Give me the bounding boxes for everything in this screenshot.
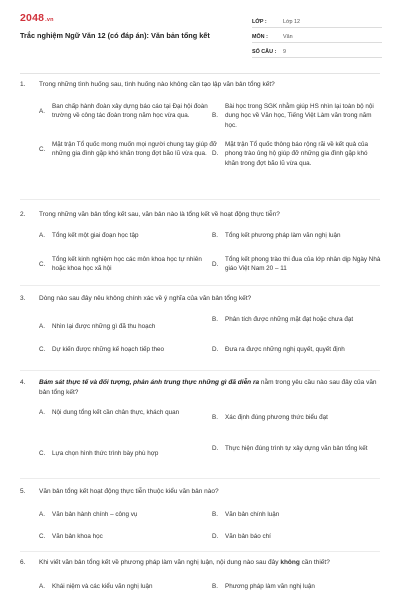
option-text: Tổng kết phương pháp làm văn nghị luận	[225, 231, 341, 239]
option-letter: C.	[39, 532, 46, 540]
option-letter: C.	[39, 260, 46, 268]
question-3	[20, 294, 382, 362]
question-emphasis: Bám sát thực tế và đối tượng, phản ánh trung thực những gì đã diễn ra	[39, 379, 260, 386]
option-letter: A.	[39, 408, 45, 416]
logo-text: 2048	[20, 12, 45, 24]
option-b[interactable]	[212, 582, 382, 592]
option-text: Mặt trận Tổ quốc thông báo rộng rãi về kết quả của phong trào ủng hộ giúp đỡ những gia đình gặp khó khăn trong đợt bão lũ vừa qua.	[225, 140, 369, 167]
question-number: 3.	[20, 295, 26, 302]
option-letter: D.	[212, 532, 219, 540]
option-letter: B.	[212, 510, 218, 518]
option-text: Văn bản chính luận	[225, 510, 280, 518]
option-grid	[39, 312, 382, 362]
option-text: Nhìn lại được những gì đã thu hoạch	[52, 322, 156, 330]
option-letter: A.	[39, 582, 45, 590]
option-grid	[39, 228, 382, 280]
question-stem	[20, 487, 382, 497]
question-stem	[20, 80, 382, 90]
option-text: Tổng kết kinh nghiệm học các môn khoa học tự nhiên hoặc khoa học xã hội	[52, 255, 202, 273]
question-text	[39, 378, 382, 398]
option-grid	[39, 576, 382, 590]
option-a[interactable]	[39, 231, 217, 241]
option-text: Nội dung tổng kết cần chân thực, khách quan	[52, 408, 180, 416]
option-letter: C.	[39, 449, 46, 457]
option-letter: A.	[39, 510, 45, 518]
question-separator	[20, 199, 380, 200]
question-separator	[20, 478, 380, 479]
question-text-pre: Khi viết văn bản tổng kết về phương pháp làm văn nghị luận, nội dung nào sau đây	[39, 559, 281, 566]
option-text: Xác định đúng phương thức biểu đạt	[225, 413, 328, 421]
question-text	[39, 558, 382, 568]
option-a[interactable]	[39, 408, 217, 418]
option-b[interactable]	[212, 510, 382, 520]
question-separator	[20, 285, 380, 286]
option-text: Phương pháp làm văn nghị luận	[225, 582, 315, 590]
meta-value: Văn	[283, 34, 293, 40]
option-d[interactable]	[212, 345, 382, 355]
option-a[interactable]	[39, 102, 217, 121]
option-letter: C.	[39, 345, 46, 353]
option-letter: B.	[212, 413, 218, 421]
option-letter: A.	[39, 322, 45, 330]
option-letter: B.	[212, 315, 218, 323]
option-grid	[39, 505, 382, 545]
option-a[interactable]	[39, 510, 217, 520]
meta-key: SỐ CÂU :	[252, 49, 277, 55]
option-d[interactable]	[212, 532, 382, 542]
question-text: Trong những tình huống sau, tình huống nào không cần tạo lập văn bản tổng kết?	[39, 81, 275, 88]
question-stem	[20, 294, 382, 304]
option-text: Tổng kết phong trào thi đua của lớp nhân dịp Ngày Nhà giáo Việt Nam 20 – 11	[225, 255, 381, 273]
question-2	[20, 210, 382, 280]
question-stem	[20, 558, 382, 568]
option-c[interactable]	[39, 140, 217, 159]
option-text: Dự kiến được những kế hoạch tiếp theo	[52, 345, 164, 353]
option-grid	[39, 98, 382, 178]
option-a[interactable]	[39, 582, 217, 592]
page-title: Trắc nghiệm Ngữ Văn 12 (có đáp án): Văn bản tổng kết	[20, 31, 210, 40]
question-text-rest: nằm trong yêu cầu nào sau đây của văn bản tổng kết?	[39, 379, 377, 396]
option-letter: D.	[212, 150, 219, 158]
option-c[interactable]	[39, 345, 217, 355]
question-text: Dòng nào sau đây nêu không chính xác về ý nghĩa của văn bản tổng kết?	[39, 295, 252, 302]
question-1	[20, 80, 382, 178]
question-separator	[20, 551, 380, 552]
meta-value: Lớp 12	[283, 19, 301, 25]
logo-suffix: .vn	[45, 17, 54, 23]
option-a[interactable]	[39, 322, 217, 332]
option-b[interactable]	[212, 102, 382, 131]
option-b[interactable]	[212, 413, 382, 423]
question-4	[20, 378, 382, 472]
question-number: 1.	[20, 81, 26, 88]
option-text: Đưa ra được những nghị quyết, quyết định	[225, 345, 345, 353]
question-number: 2.	[20, 211, 26, 218]
option-letter: D.	[212, 444, 219, 452]
option-d[interactable]	[212, 444, 382, 454]
question-6	[20, 558, 382, 590]
option-letter: A.	[39, 231, 45, 239]
option-c[interactable]	[39, 449, 217, 459]
option-c[interactable]	[39, 532, 217, 542]
question-separator	[20, 370, 380, 371]
option-d[interactable]	[212, 140, 382, 169]
option-b[interactable]	[212, 231, 382, 241]
option-letter: A.	[39, 107, 45, 115]
question-5	[20, 487, 382, 545]
question-stem	[20, 210, 382, 220]
option-text: Khái niệm và các kiểu văn nghị luận	[52, 582, 153, 590]
option-letter: D.	[212, 260, 219, 268]
option-letter: D.	[212, 345, 219, 353]
option-text: Bài học trong SGK nhằm giúp HS nhìn lại toàn bộ nội dung học về Văn học, Tiếng Việt Làm văn trong năm học.	[225, 102, 374, 129]
question-number: 5.	[20, 488, 26, 495]
option-letter: B.	[212, 582, 218, 590]
option-letter: C.	[39, 145, 46, 153]
option-text: Tổng kết một giai đoạn học tập	[52, 231, 139, 239]
option-text: Văn bản khoa học	[52, 532, 103, 540]
meta-key: MÔN :	[252, 34, 268, 40]
option-text: Mặt trận Tổ quốc mong muốn mọi người chung tay giúp đỡ những gia đình gặp khó khăn trong đợt bão lũ vừa qua.	[52, 140, 217, 158]
option-letter: B.	[212, 112, 218, 120]
question-number: 6.	[20, 559, 26, 566]
question-stem	[20, 378, 382, 398]
question-emphasis: không	[280, 559, 300, 566]
meta-value: 9	[283, 49, 286, 55]
option-text: Văn bản hành chính – công vụ	[52, 510, 138, 518]
option-grid	[39, 406, 382, 472]
option-text: Ban chấp hành đoàn xây dựng báo cáo tại Đại hội đoàn trường về công tác đoàn trong năm học vừa qua.	[52, 102, 208, 120]
option-letter: B.	[212, 231, 218, 239]
option-d[interactable]	[212, 255, 382, 274]
option-b[interactable]	[212, 315, 382, 325]
option-text: Thực hiện đúng trình tự xây dựng văn bản tổng kết	[225, 444, 368, 452]
option-text: Phân tích được những mặt đạt hoặc chưa đạt	[225, 315, 354, 323]
option-text: Lựa chọn hình thức trình bày phù hợp	[52, 449, 159, 457]
question-number: 4.	[20, 379, 26, 386]
option-c[interactable]	[39, 255, 217, 274]
option-text: Văn bản báo chí	[225, 532, 271, 540]
question-text: Trong những văn bản tổng kết sau, văn bản nào là tổng kết về hoạt động thực tiễn?	[39, 211, 280, 218]
question-text: Văn bản tổng kết hoạt động thực tiễn thuộc kiểu văn bản nào?	[39, 488, 219, 495]
meta-key: LỚP :	[252, 19, 267, 25]
question-text-post: cần thiết?	[299, 559, 330, 566]
